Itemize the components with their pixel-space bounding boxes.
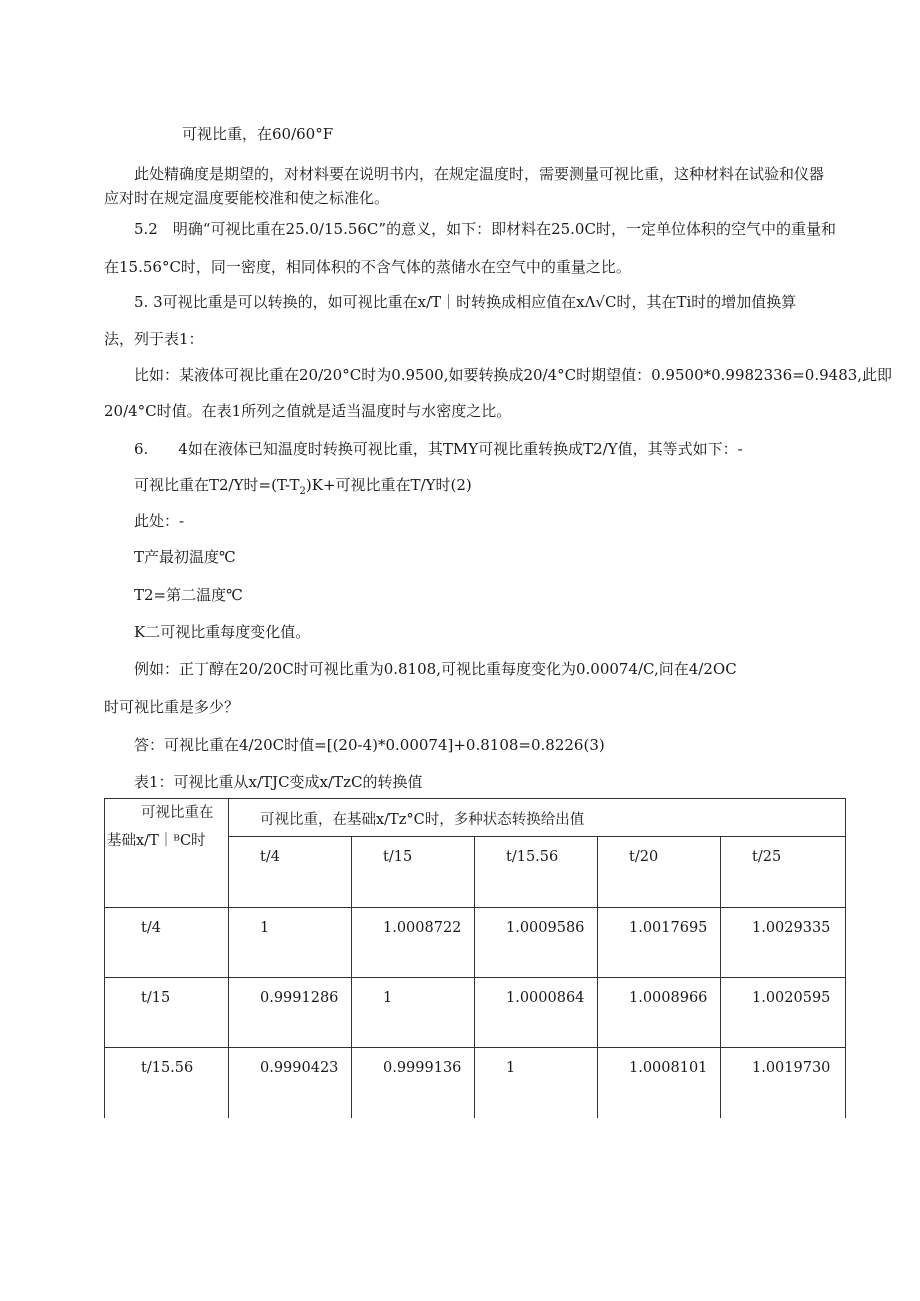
column-header: t/15.56 bbox=[475, 837, 598, 908]
table-cell: 1.0029335 bbox=[721, 908, 846, 978]
paragraph-line: 比如：某液体可视比重在20/20°C时为0.9500,如要转换成20/4°C时期望值：0.9500*0.9982336=0.9483,此即 bbox=[134, 366, 893, 384]
table-cell: 1.0017695 bbox=[598, 908, 721, 978]
formula-subscript: 2 bbox=[299, 486, 306, 497]
table-cell: 1 bbox=[229, 908, 352, 978]
table-cell: 1.0000864 bbox=[475, 978, 598, 1048]
table-cell: 1.0008966 bbox=[598, 978, 721, 1048]
column-header: t/25 bbox=[721, 837, 846, 908]
paragraph-line: 6. 4如在液体已知温度时转换可视比重，其TMY可视比重转换成T2/Y值，其等式如下：- bbox=[134, 440, 743, 458]
table-cell: 0.9991286 bbox=[229, 978, 352, 1048]
paragraph-line: 5.2 明确“可视比重在25.0/15.56C”的意义，如下：即材料在25.0C时，一定单位体积的空气中的重量和 bbox=[134, 220, 836, 238]
paragraph-line: 在15.56°C时，同一密度，相同体积的不含气体的蒸储水在空气中的重量之比。 bbox=[104, 258, 631, 276]
row-header: t/15 bbox=[105, 978, 229, 1048]
table-cell: 1.0008722 bbox=[352, 908, 475, 978]
paragraph-line: 5. 3可视比重是可以转换的，如可视比重在x/T｜时转换成相应值在xΛ√C时，其在Ti时的增加值换算 bbox=[134, 293, 797, 311]
table-header-row bbox=[105, 799, 846, 837]
column-header: t/4 bbox=[229, 837, 352, 908]
table-cell: 1.0020595 bbox=[721, 978, 846, 1048]
table-cell: 0.9999136 bbox=[352, 1048, 475, 1118]
formula-line bbox=[134, 475, 472, 502]
column-header: t/20 bbox=[598, 837, 721, 908]
paragraph-line: 时可视比重是多少？ bbox=[104, 698, 240, 716]
table-span-header: 可视比重，在基础x/Tz°C时，多种状态转换给出值 bbox=[229, 799, 846, 837]
row-header: t/15.56 bbox=[105, 1048, 229, 1118]
table-row bbox=[105, 1048, 846, 1118]
corner-label-line: 基础x/T｜ᴮC时 bbox=[107, 833, 206, 849]
paragraph-line: 答：可视比重在4/20C时值=[(20-4)*0.00074]+0.8108=0.8226(3) bbox=[134, 736, 605, 754]
table-corner-header bbox=[105, 799, 229, 908]
row-header: t/4 bbox=[105, 908, 229, 978]
heading-line: 可视比重，在60/60°F bbox=[182, 125, 334, 143]
column-header: t/15 bbox=[352, 837, 475, 908]
table-cell: 1 bbox=[352, 978, 475, 1048]
table-caption: 表1：可视比重从x/TJC变成x/TzC的转换值 bbox=[134, 773, 423, 791]
definition-line: T2=第二温度℃ bbox=[134, 586, 243, 604]
paragraph-line: 此处精确度是期望的，对材料要在说明书内，在规定温度时，需要测量可视比重，这种材料在试验和仪器 bbox=[134, 165, 825, 183]
table-cell: 1.0009586 bbox=[475, 908, 598, 978]
table-cell: 0.9990423 bbox=[229, 1048, 352, 1118]
corner-label-line: 可视比重在 bbox=[141, 805, 214, 821]
definition-line: K二可视比重每度变化值。 bbox=[134, 623, 311, 641]
formula-suffix: )K+可视比重在T/Y时(2) bbox=[305, 476, 472, 494]
paragraph-line: 应对时在规定温度要能校准和使之标准化。 bbox=[104, 189, 390, 207]
table-cell: 1 bbox=[475, 1048, 598, 1118]
table-cell: 1.0008101 bbox=[598, 1048, 721, 1118]
definition-line: T产最初温度℃ bbox=[134, 548, 236, 566]
paragraph-line: 此处：- bbox=[134, 512, 185, 530]
formula-prefix: 可视比重在T2/Y时=(T-T bbox=[134, 476, 300, 494]
table-row bbox=[105, 978, 846, 1048]
conversion-table bbox=[104, 798, 846, 1118]
table-row bbox=[105, 908, 846, 978]
table-cell: 1.0019730 bbox=[721, 1048, 846, 1118]
paragraph-line: 20/4°C时值。在表1所列之值就是适当温度时与水密度之比。 bbox=[104, 402, 512, 420]
paragraph-line: 例如：正丁醇在20/20C时可视比重为0.8108,可视比重每度变化为0.00074/C,问在4/2OC bbox=[134, 660, 737, 678]
paragraph-line: 法，列于表1： bbox=[104, 330, 204, 348]
